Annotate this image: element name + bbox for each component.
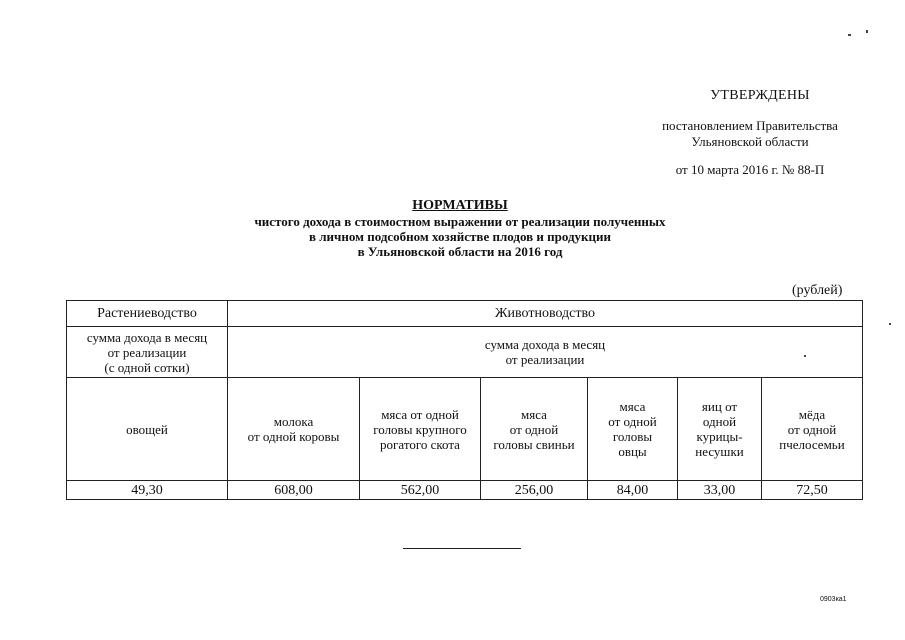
column-header-honey bbox=[762, 378, 863, 481]
crop-desc-line-2: от реализации bbox=[107, 344, 187, 360]
livestock-desc-line-1: сумма дохода в месяц bbox=[484, 337, 606, 352]
value-pork: 256,00 bbox=[481, 481, 588, 500]
title-line-3: в Ульяновской области на 2016 год bbox=[357, 244, 563, 259]
column-header-pork bbox=[481, 378, 588, 481]
value-milk: 608,00 bbox=[228, 481, 360, 500]
column-header-line: головы bbox=[612, 429, 653, 444]
approval-date: от 10 марта 2016 г. № 88-П bbox=[675, 162, 825, 177]
value-honey: 72,50 bbox=[762, 481, 863, 500]
column-header-line: молока bbox=[273, 414, 314, 429]
separator-line bbox=[403, 548, 521, 549]
document-title bbox=[200, 198, 720, 259]
column-header-mutton bbox=[588, 378, 678, 481]
scan-speck bbox=[848, 34, 851, 36]
column-header-line: овцы bbox=[618, 444, 647, 459]
column-header-line: рогатого скота bbox=[380, 436, 460, 452]
group-livestock-cell: Животноводство bbox=[228, 301, 863, 327]
scan-speck bbox=[889, 323, 891, 325]
title-main: НОРМАТИВЫ bbox=[412, 198, 508, 213]
column-header-line: курицы- bbox=[696, 429, 743, 444]
value-mutton: 84,00 bbox=[588, 481, 678, 500]
scan-speck bbox=[866, 30, 868, 33]
value-vegetables: 49,30 bbox=[67, 481, 228, 500]
table-group-row bbox=[67, 301, 863, 327]
approval-heading: УТВЕРЖДЕНЫ bbox=[710, 88, 810, 103]
column-header-line: мёда bbox=[798, 406, 826, 422]
column-header-line: пчелосемьи bbox=[779, 436, 845, 452]
table-column-header-row bbox=[67, 378, 863, 481]
title-line-1: чистого дохода в стоимостном выражении от реализации полученных bbox=[254, 214, 666, 229]
group-crop-cell: Растениеводство bbox=[67, 301, 228, 327]
approval-block bbox=[600, 88, 900, 178]
table-values-row bbox=[67, 481, 863, 500]
column-header-line: яиц от bbox=[701, 399, 738, 414]
column-header-line: от одной коровы bbox=[247, 429, 340, 444]
value-eggs: 33,00 bbox=[678, 481, 762, 500]
approval-line-1: постановлением Правительства bbox=[662, 118, 838, 133]
title-line-2: в личном подсобном хозяйстве плодов и продукции bbox=[308, 229, 612, 244]
livestock-desc-cell bbox=[228, 327, 863, 378]
column-header-line: овощей bbox=[126, 421, 168, 437]
crop-desc-line-3: (с одной сотки) bbox=[104, 359, 190, 375]
column-header-line: мяса от одной bbox=[381, 406, 459, 422]
column-header-vegetables bbox=[67, 378, 228, 481]
column-header-line: от одной bbox=[787, 421, 837, 437]
approval-line-2: Ульяновской области bbox=[691, 134, 809, 149]
column-header-line: мяса bbox=[619, 399, 646, 414]
crop-desc-cell bbox=[67, 327, 228, 378]
livestock-desc-line-2: от реализации bbox=[505, 352, 585, 367]
value-beef: 562,00 bbox=[360, 481, 481, 500]
column-header-line: от одной bbox=[608, 414, 657, 429]
crop-desc-line-1: сумма дохода в месяц bbox=[86, 329, 208, 345]
column-header-line: от одной bbox=[509, 421, 559, 437]
column-header-line: одной bbox=[702, 414, 737, 429]
column-header-line: головы свиньи bbox=[493, 436, 575, 452]
table-desc-row bbox=[67, 327, 863, 378]
scan-speck bbox=[804, 355, 806, 357]
units-label: (рублей) bbox=[792, 283, 843, 298]
column-header-line: несушки bbox=[695, 444, 744, 459]
column-header-eggs bbox=[678, 378, 762, 481]
column-header-milk bbox=[228, 378, 360, 481]
column-header-line: мяса bbox=[521, 406, 547, 422]
footer-code: 0903ка1 bbox=[820, 596, 847, 603]
column-header-line: головы крупного bbox=[373, 421, 467, 437]
norms-table bbox=[66, 300, 863, 500]
column-header-beef bbox=[360, 378, 481, 481]
